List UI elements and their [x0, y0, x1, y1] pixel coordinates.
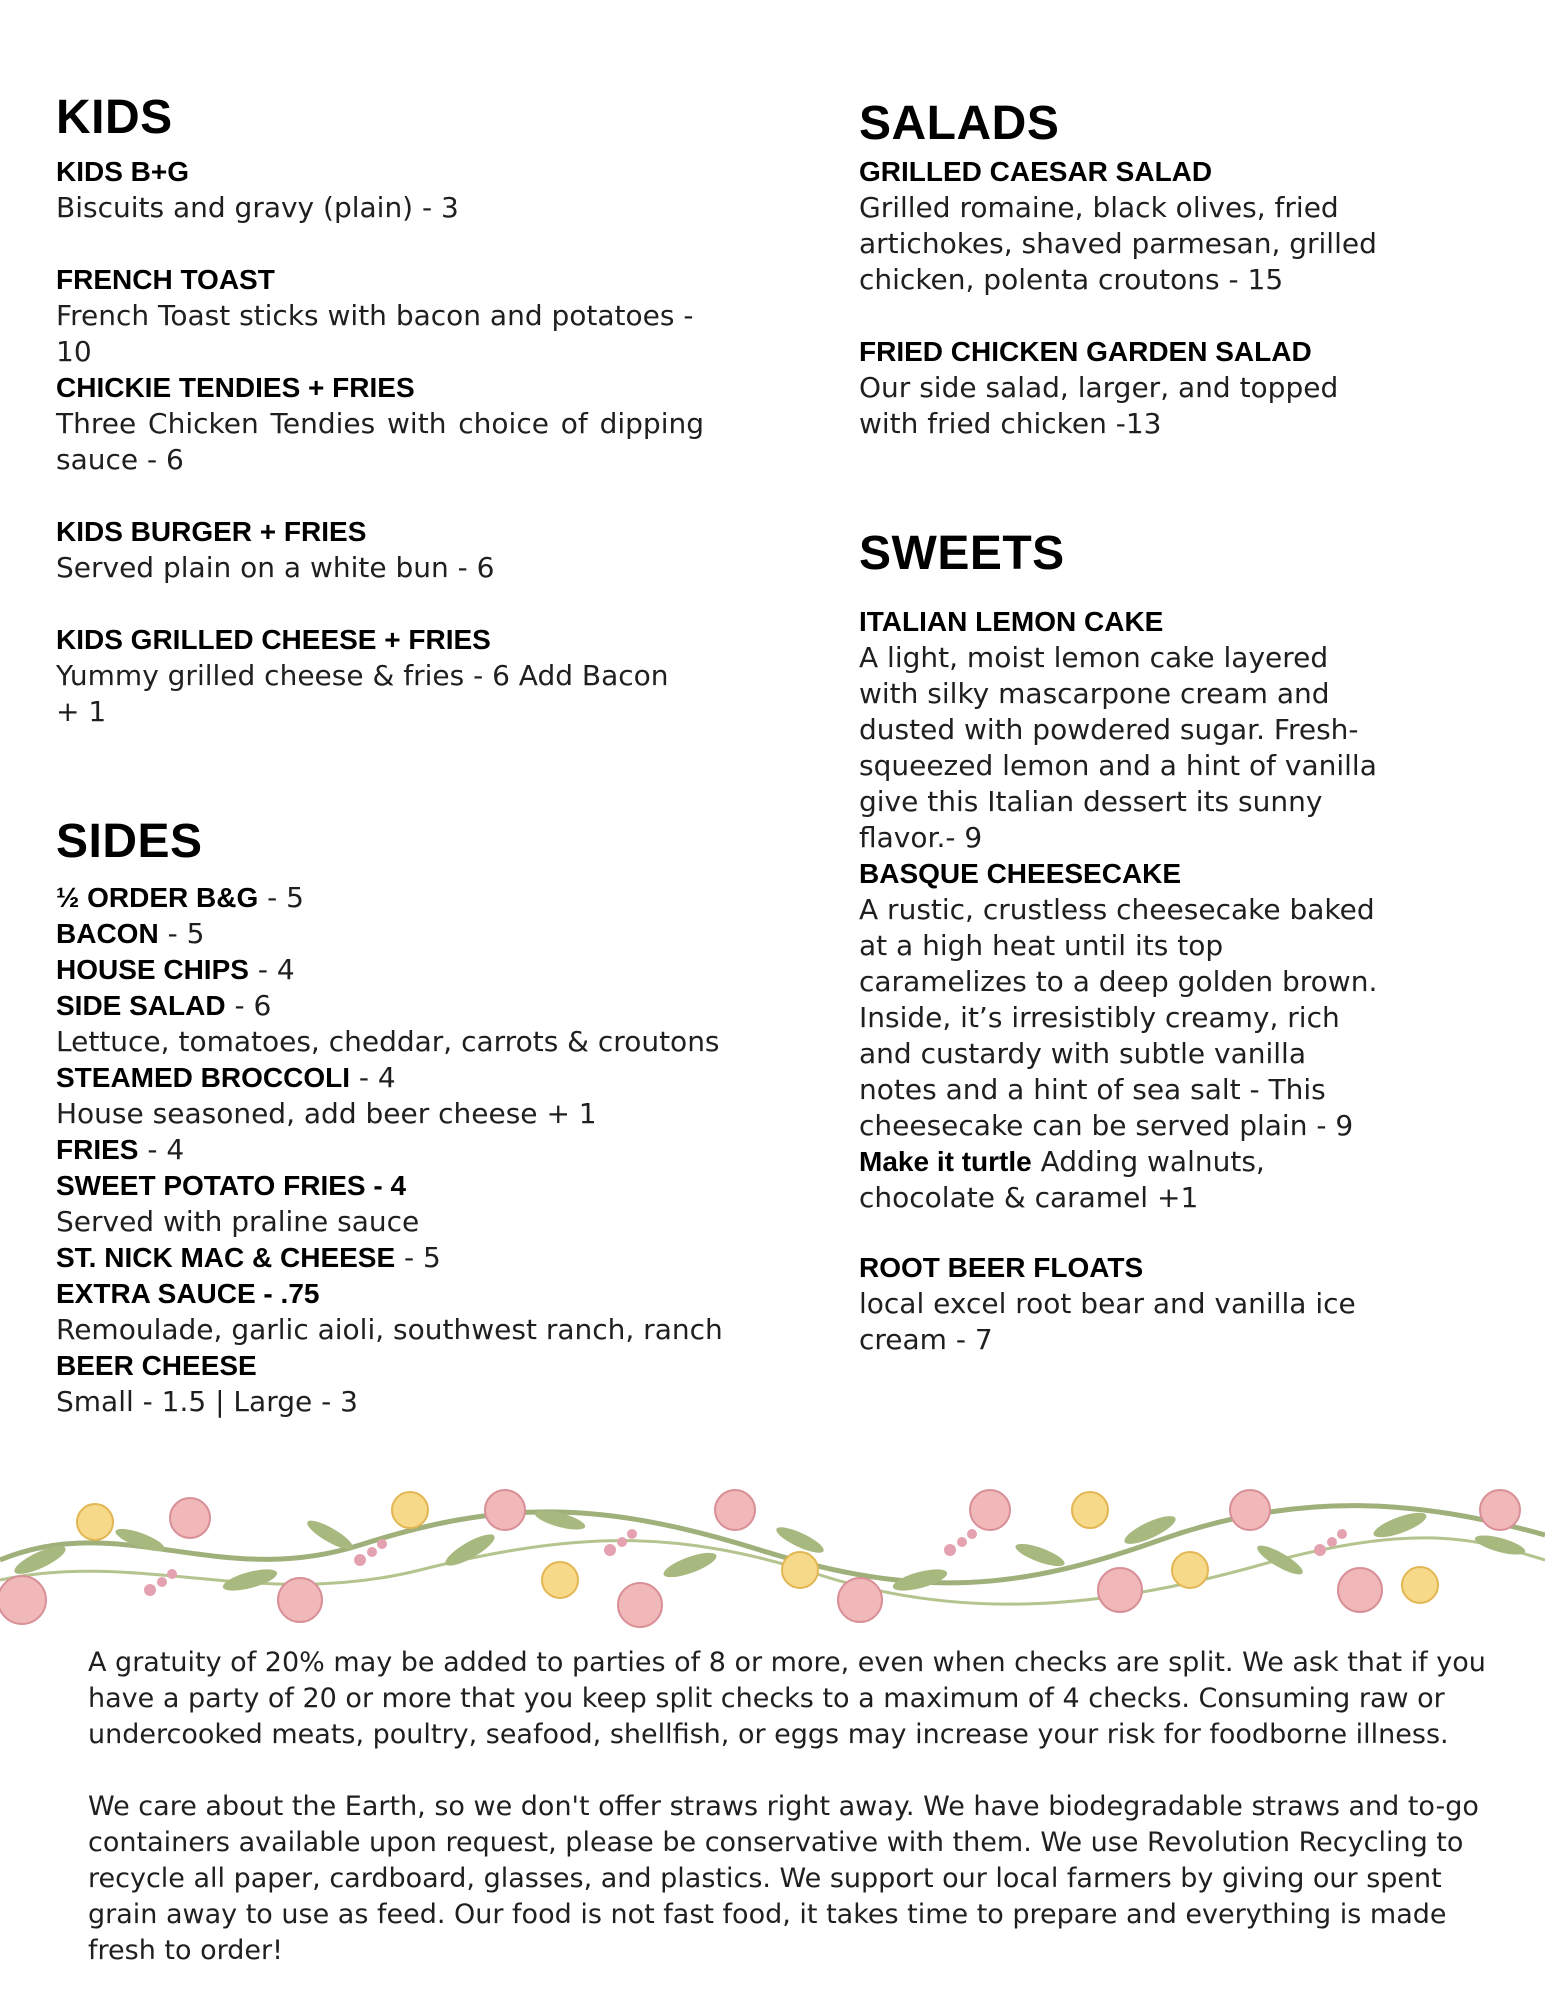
- item-name: BASQUE CHEESECAKE: [859, 858, 1182, 889]
- sides-line: SIDE SALAD - 6: [56, 989, 272, 1022]
- salads-heading: SALADS: [859, 97, 1060, 150]
- item-description: Three Chicken Tendies with choice of dipping sauce - 6: [56, 407, 704, 476]
- earth-notice: We care about the Earth, so we don't offer straws right away. We have biodegradable straws and to-go containers available upon request, please be conservative with them. We use Revolution Recycling to recycle all paper, cardboard, glasses, and plastics. We support our local farmers by giving our spent grain away to use as feed. Our food is not fast food, it takes time to prepare and everything is made fresh to order!: [88, 1791, 1479, 1966]
- sides-line: STEAMED BROCCOLI - 4: [56, 1061, 396, 1094]
- sides-line: EXTRA SAUCE - .75: [56, 1278, 320, 1309]
- sides-line: ST. NICK MAC & CHEESE - 5: [56, 1241, 441, 1274]
- item-description: Our side salad, larger, and topped with fried chicken -13: [859, 371, 1339, 440]
- sides-line: Served with praline sauce: [56, 1205, 420, 1238]
- item-name: FRENCH TOAST: [56, 264, 275, 295]
- floral-garland: [0, 1440, 1545, 1640]
- item-name: CHICKIE TENDIES + FRIES: [56, 372, 415, 403]
- item-description: A light, moist lemon cake layered with silky mascarpone cream and dusted with powdered sugar. Fresh-squeezed lemon and a hint of vanilla give this Italian dessert its sunny flavor.- 9: [859, 641, 1377, 854]
- item-description: Grilled romaine, black olives, fried artichokes, shaved parmesan, grilled chicken, polenta croutons - 15: [859, 191, 1377, 296]
- item-name: KIDS GRILLED CHEESE + FRIES: [56, 624, 491, 655]
- menu-item-fried-chicken-salad: [859, 334, 1379, 442]
- item-name: GRILLED CAESAR SALAD: [859, 156, 1213, 187]
- sides-heading: SIDES: [56, 815, 203, 868]
- turtle-option: Make it turtle Adding walnuts, chocolate & caramel +1: [859, 1145, 1265, 1214]
- item-description: local excel root bear and vanilla ice cream - 7: [859, 1287, 1356, 1356]
- sweets-heading: SWEETS: [859, 527, 1065, 580]
- sides-line: ½ ORDER B&G - 5: [56, 881, 304, 914]
- kids-heading: KIDS: [56, 91, 173, 144]
- menu-item-root-beer-floats: [859, 1250, 1379, 1358]
- item-name: FRIED CHICKEN GARDEN SALAD: [859, 336, 1312, 367]
- item-description: A rustic, crustless cheesecake baked at a high heat until its top caramelizes to a deep golden brown. Inside, it’s irresistibly creamy, rich and custardy with subtle vanilla notes and a hint of sea salt - This cheesecake can be served plain - 9: [859, 893, 1378, 1142]
- sides-line: SWEET POTATO FRIES - 4: [56, 1170, 407, 1201]
- item-name: ROOT BEER FLOATS: [859, 1252, 1144, 1283]
- sides-line: HOUSE CHIPS - 4: [56, 953, 295, 986]
- menu-item-basque-cheesecake: [859, 856, 1379, 1216]
- sides-line: BEER CHEESE: [56, 1350, 257, 1381]
- menu-item-grilled-caesar: [859, 154, 1379, 298]
- item-name: KIDS BURGER + FRIES: [56, 516, 367, 547]
- sides-line: FRIES - 4: [56, 1133, 185, 1166]
- menu-item-chickie-tendies: [56, 370, 704, 478]
- sides-list: [56, 880, 723, 1420]
- menu-item-kids-bg: [56, 154, 696, 226]
- sides-line: Remoulade, garlic aioli, southwest ranch, ranch: [56, 1313, 723, 1346]
- menu-item-french-toast: [56, 262, 696, 370]
- item-description: Yummy grilled cheese & fries - 6 Add Bacon + 1: [56, 659, 669, 728]
- item-name: ITALIAN LEMON CAKE: [859, 606, 1164, 637]
- menu-item-kids-burger: [56, 514, 696, 586]
- sides-line: BACON - 5: [56, 917, 205, 950]
- item-description: Biscuits and gravy (plain) - 3: [56, 191, 459, 224]
- sides-line: House seasoned, add beer cheese + 1: [56, 1097, 597, 1130]
- item-name: KIDS B+G: [56, 156, 190, 187]
- item-description: French Toast sticks with bacon and potatoes - 10: [56, 299, 694, 368]
- item-description: Served plain on a white bun - 6: [56, 551, 495, 584]
- footer-notice: [88, 1645, 1488, 2005]
- sides-line: Small - 1.5 | Large - 3: [56, 1385, 358, 1418]
- menu-item-lemon-cake: [859, 604, 1379, 856]
- menu-item-kids-grilled-cheese: [56, 622, 696, 730]
- gratuity-notice: A gratuity of 20% may be added to parties of 8 or more, even when checks are split. We ask that if you have a party of 20 or more that you keep split checks to a maximum of 4 checks. Consuming raw or undercooked meats, poultry, seafood, shellfish, or eggs may increase your risk for foodborne illness.: [88, 1647, 1486, 1750]
- sides-line: Lettuce, tomatoes, cheddar, carrots & croutons: [56, 1025, 720, 1058]
